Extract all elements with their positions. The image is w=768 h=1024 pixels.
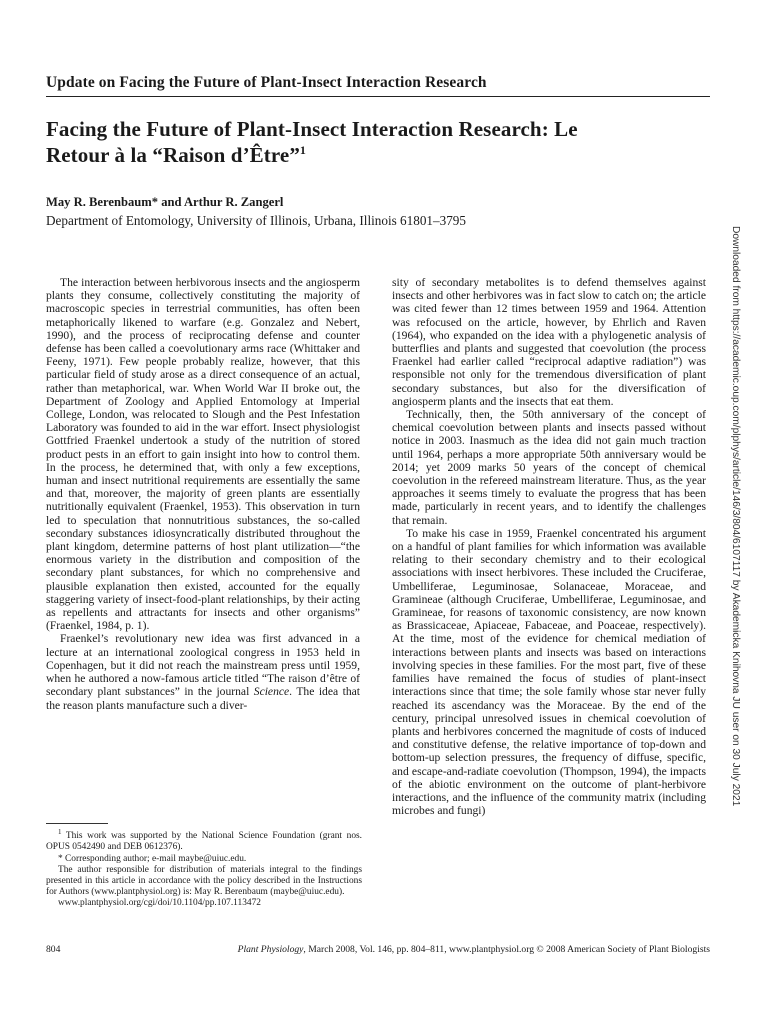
authors: May R. Berenbaum* and Arthur R. Zangerl xyxy=(46,195,284,209)
paragraph: sity of secondary metabolites is to defend themselves against insects and other herbivores was in fact slow to catch on; the article was cited fewer than 12 times between 1959 and 1964. Attention was refocused on the article, however, by Ehrlich and Raven (1964), who expanded on the idea with a phylogenetic analysis of butterflies and plants and suggested that coevolution (the process Fraenkel had earlier called “reciprocal adaptive radiation”) was responsible not only for the tremendous diversification of plant secondary substances, but also for the diversification of angiosperm plants and the insects that eat them. xyxy=(392,276,706,408)
footnotes xyxy=(46,827,362,910)
footnote-mark: 1 xyxy=(58,828,62,836)
paragraph-text: Fraenkel’s revolutionary new idea was first advanced in a lecture at an international zoological congress in 1953 held in Copenhagen, but it did not reach the mainstream press until 1959, when he authored a now-famous article titled “The raison d’être of secondary plant substances” in the journal xyxy=(46,632,360,699)
paragraph: To make his case in 1959, Fraenkel concentrated his argument on a handful of plant families for which information was available relating to their secondary chemistry and to their ecological associations with insect herbivores. These included the Cruciferae, Umbelliferae, Leguminosae, Solanaceae, Moraceae, and Gramineae (although Cruciferae, Umbelliferae, Leguminosae, and Gramineae, for reasons of taxonomic consistency, are now known as Brassicaceae, Apiaceae, Fabaceae, and Poaceae, respectively). At the time, most of the evidence for chemical mediation of interactions between plants and insects was based on interactions involving species in these families. For the most part, five of these families have remained the focus of studies of plant-insect interactions since that time; the sole family whose star never fully reached its ascendancy was the Moraceae. By the end of the century, principal unresolved issues in chemical coevolution of plants and herbivores concerned the magnitude of costs of induced and constitutive defense, the relative importance of top-down and bottom-up selection pressures, the frequency of diffuse, specific, and escape-and-radiate coevolution (Thompson, 1994), the impacts of the abiotic environment on the outcome of plant-herbivore interactions, and the influence of the community matrix (including microbes and fungi) xyxy=(392,526,706,818)
body-column-left xyxy=(46,276,360,712)
footnote-funding xyxy=(46,827,362,854)
paragraph xyxy=(46,632,360,711)
header-rule xyxy=(46,96,710,97)
download-sidebar xyxy=(730,226,747,966)
footnote-rule xyxy=(46,823,108,824)
affiliation: Department of Entomology, University of Illinois, Urbana, Illinois 61801–3795 xyxy=(46,213,466,228)
download-note: Downloaded from https://academic.oup.com/plphys/article/146/3/804/6107117 by Akademicka Knihovna JU user on 30 July 2021 xyxy=(730,226,741,807)
page-number: 804 xyxy=(46,944,61,955)
journal-title: Plant Physiology xyxy=(237,944,304,955)
footnote-doi-link[interactable]: www.plantphysiol.org/cgi/doi/10.1104/pp.107.113472 xyxy=(58,898,261,909)
title-line-1: Facing the Future of Plant-Insect Interaction Research: Le xyxy=(46,117,578,141)
paragraph: Technically, then, the 50th anniversary of the concept of chemical coevolution between plants and insects passed without notice in 2003. Inasmuch as the idea did not gain much traction until 1964, perhaps a more appropriate 50th anniversary would be 2014; yet 2009 marks 50 years of the concept of chemical coevolution in the refereed mainstream literature. Thus, as the year approaches it seems timely to evaluate the progress that has been made, particularly in recent years, and to identify the challenges that remain. xyxy=(392,408,706,527)
journal-citation xyxy=(238,944,710,955)
paragraph: The interaction between herbivorous insects and the angiosperm plants they consume, collectively constituting the majority of macroscopic species in terrestrial communities, has often been metaphorically likened to warfare (e.g. Gonzalez and Nebert, 1990), and the process of reciprocating defense and counter defense has been called a coevolutionary arms race (Whittaker and Feeny, 1971). Few people probably realize, however, that this particular field of study arose as a direct consequence of an actual, rather than metaphorical, war. When World War II broke out, the Department of Zoology and Applied Entomology at Imperial College, London, was relocated to Slough and the Pest Infestation Laboratory was founded to aid in the war effort. Insect physiologist Gottfried Fraenkel undertook a study of the nutrition of stored product pests in an effort to gain insight into how to control them. In the process, he determined that, with only a few exceptions, human and insect nutritional requirements are essentially the same and that, moreover, the majority of green plants are essentially nutritionally equivalent (Fraenkel, 1953). This observation in turn led to speculation that nonnutritious substances, the so-called secondary substances idiosyncratically distributed throughout the plant kingdom, determine patterns of host plant utilization—“the enormous variety in the distribution and composition of the secondary plant substances, for which no comprehensive and plausible explanation then existed, accounted for the equally staggering variety of insect-food-plant relationships, by their acting as repellents and attractants for insects and other organisms” (Fraenkel, 1984, p. 1). xyxy=(46,276,360,633)
citation-details: , March 2008, Vol. 146, pp. 804–811, www.plantphysiol.org © 2008 American Society of Plant Biologists xyxy=(303,944,710,955)
section-header: Update on Facing the Future of Plant-Insect Interaction Research xyxy=(46,74,487,91)
article-title xyxy=(46,116,706,168)
footnote-funding-text: This work was supported by the National Science Foundation (grant nos. OPUS 0542490 and DEB 0612376). xyxy=(46,831,362,853)
footnote-corresponding: * Corresponding author; e-mail maybe@uiuc.edu. xyxy=(58,853,247,864)
journal-name: Science xyxy=(253,685,290,699)
title-footnote-mark[interactable]: 1 xyxy=(299,143,307,157)
body-column-right xyxy=(392,276,706,817)
paragraph-text: . The idea that the reason plants manufacture such a diver- xyxy=(46,685,360,712)
title-line-2: Retour à la “Raison d’Être” xyxy=(46,143,300,167)
footnote-responsible: The author responsible for distribution of materials integral to the findings presented in this article in accordance with the policy described in the Instructions for Authors (www.plantphysiol.org) is: May R. Berenbaum (maybe@uiuc.edu). xyxy=(46,864,362,898)
